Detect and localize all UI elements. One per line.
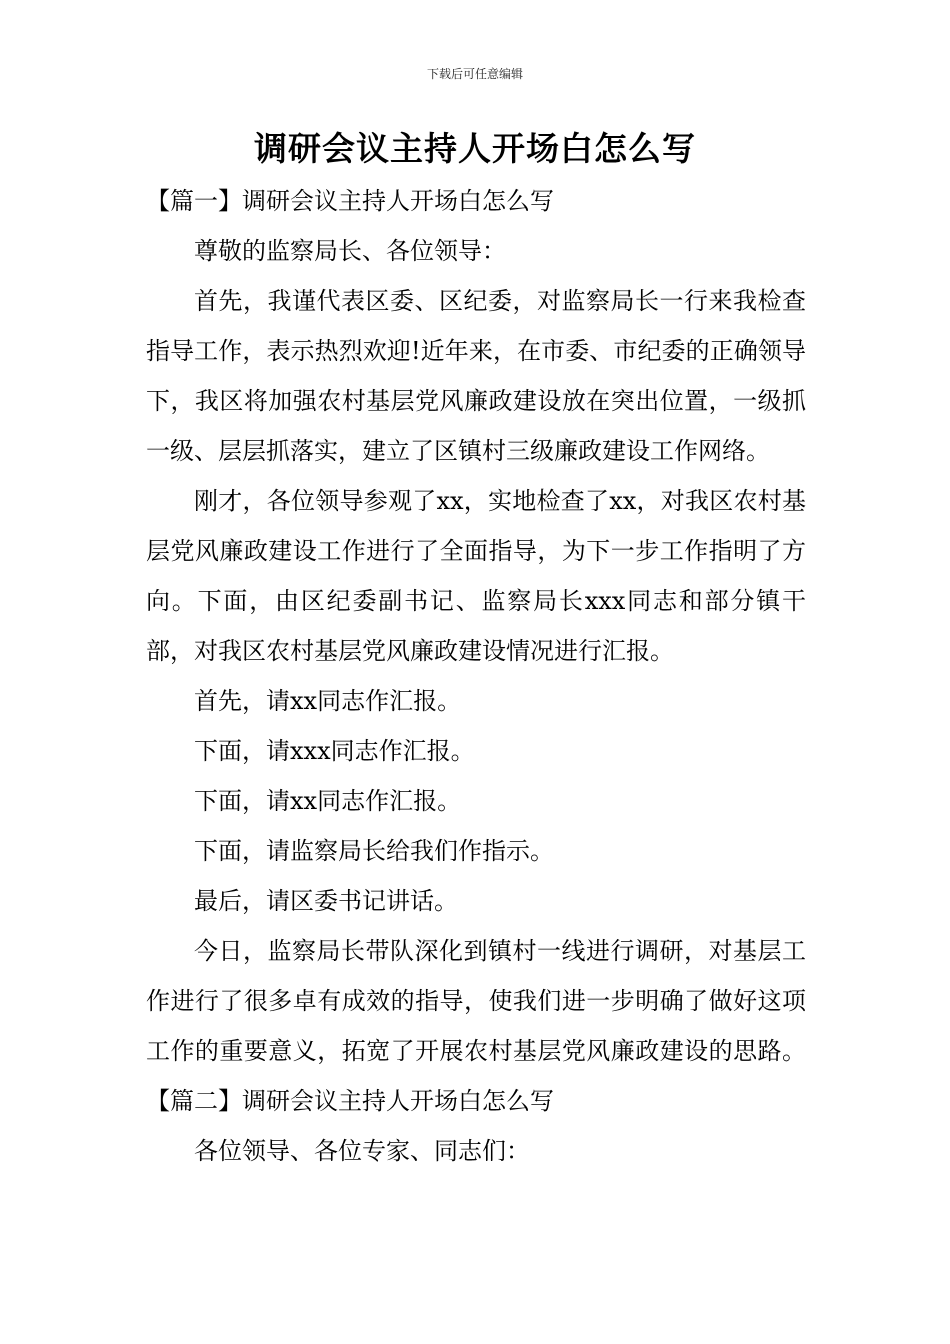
paragraph: 下面，请监察局长给我们作指示。: [194, 837, 554, 865]
paragraph-salutation: 各位领导、各位专家、同志们：: [194, 1137, 530, 1165]
section-heading: 【篇一】调研会议主持人开场白怎么写: [146, 187, 554, 215]
paragraph: 下面，请xx同志作汇报。: [194, 787, 462, 815]
document-body: [146, 176, 806, 1176]
paragraph-salutation: 尊敬的监察局长、各位领导：: [194, 237, 506, 265]
paragraph: 首先，我谨代表区委、区纪委，对监察局长一行来我检查指导工作，表示热烈欢迎!近年来，在市委、市纪委的正确领导下，我区将加强农村基层党风廉政建设放在突出位置，一级抓一级、层层抓落实，建立了区镇村三级廉政建设工作网络。: [146, 287, 806, 465]
paragraph: 刚才，各位领导参观了xx，实地检查了xx，对我区农村基层党风廉政建设工作进行了全面指导，为下一步工作指明了方向。下面，由区纪委副书记、监察局长xxx同志和部分镇干部，对我区农村基层党风廉政建设情况进行汇报。: [146, 487, 806, 665]
paragraph: 首先，请xx同志作汇报。: [194, 687, 462, 715]
paragraph: 最后，请区委书记讲话。: [194, 887, 458, 915]
paragraph: 下面，请xxx同志作汇报。: [194, 737, 475, 765]
document-title: 调研会议主持人开场白怎么写: [254, 129, 696, 168]
header-note: 下载后可任意编辑: [426, 67, 523, 81]
paragraph: 今日，监察局长带队深化到镇村一线进行调研，对基层工作进行了很多卓有成效的指导，使我们进一步明确了做好这项工作的重要意义，拓宽了开展农村基层党风廉政建设的思路。【篇二】调研会议主持人开场白怎么写: [146, 937, 806, 1115]
